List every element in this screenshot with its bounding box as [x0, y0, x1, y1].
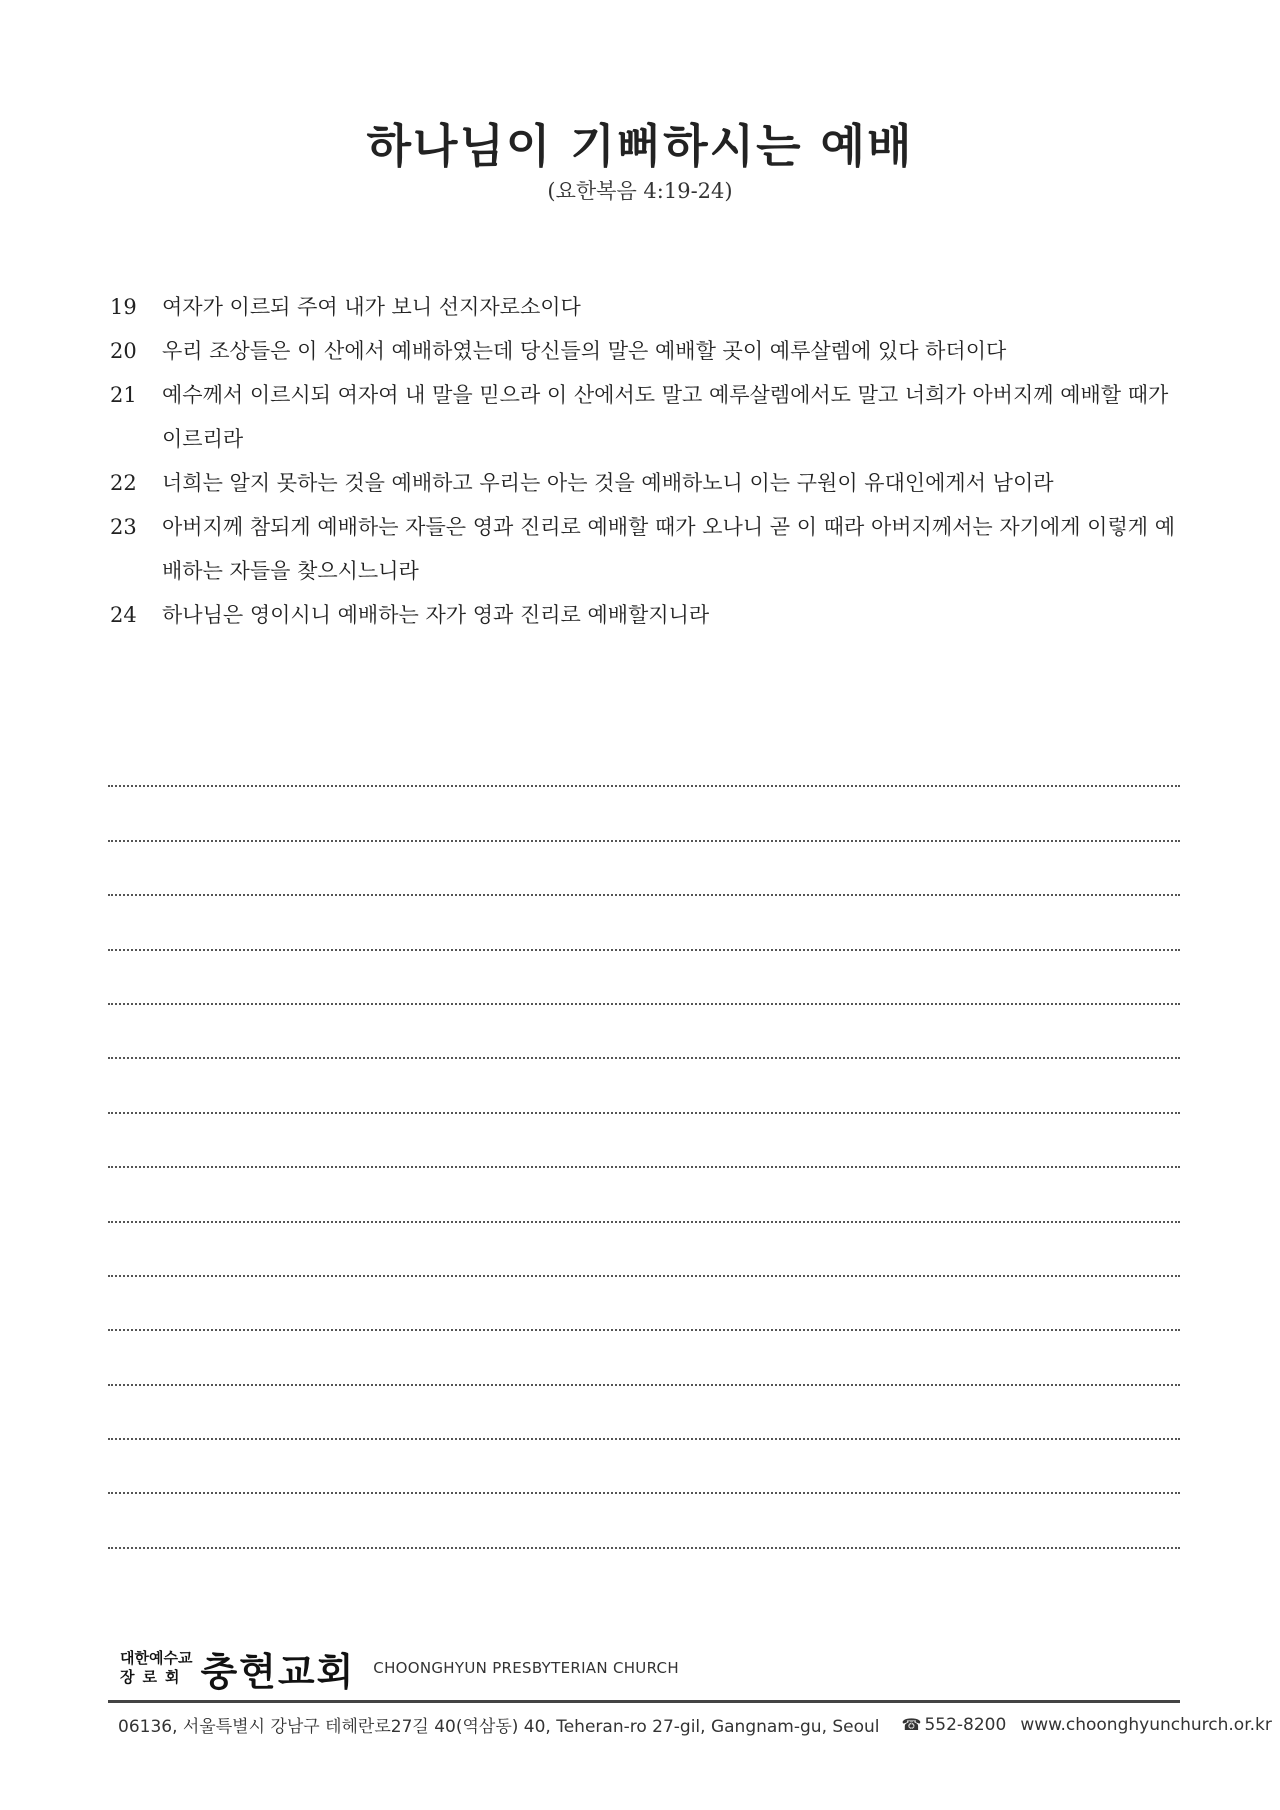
footer-divider — [108, 1700, 1180, 1703]
note-line — [108, 1223, 1180, 1277]
verse-item — [110, 505, 1190, 593]
note-line — [108, 842, 1180, 896]
verse-number: 19 — [110, 295, 137, 319]
note-line — [108, 1114, 1180, 1168]
note-line — [108, 951, 1180, 1005]
verse-text: 너희는 알지 못하는 것을 예배하고 우리는 아는 것을 예배하노니 이는 구원이 유대인에게서 남이라 — [162, 471, 1054, 495]
note-line — [108, 1277, 1180, 1331]
verse-item — [110, 329, 1190, 373]
note-line — [108, 1331, 1180, 1385]
verse-text: 여자가 이르되 주여 내가 보니 선지자로소이다 — [162, 295, 581, 319]
note-line — [108, 1494, 1180, 1548]
verse-item — [110, 461, 1190, 505]
verse-number: 21 — [110, 383, 137, 407]
note-line — [108, 787, 1180, 841]
verse-item — [110, 373, 1190, 461]
note-line — [108, 1386, 1180, 1440]
church-name-en: CHOONGHYUN PRESBYTERIAN CHURCH — [373, 1659, 679, 1677]
verse-number: 23 — [110, 515, 137, 539]
address: 06136, 서울특별시 강남구 테헤란로27길 40(역삼동) 40, Teheran-ro 27-gil, Gangnam-gu, Seoul — [118, 1717, 880, 1737]
denomination-line1: 대한예수교 — [120, 1649, 193, 1667]
phone-number: 552-8200 — [924, 1714, 1007, 1735]
verse-text: 예수께서 이르시되 여자여 내 말을 믿으라 이 산에서도 말고 예루살렘에서도 말고 너희가 아버지께 예배할 때가 이르리라 — [162, 383, 1169, 451]
verse-list — [110, 285, 1190, 637]
verse-text: 우리 조상들은 이 산에서 예배하였는데 당신들의 말은 예배할 곳이 예루살렘에 있다 하더이다 — [162, 339, 1007, 363]
denomination-line2: 장로회 — [120, 1668, 188, 1686]
verse-item — [110, 285, 1190, 329]
note-line — [108, 1168, 1180, 1222]
note-line — [108, 1440, 1180, 1494]
verse-number: 24 — [110, 603, 137, 627]
note-line — [108, 1059, 1180, 1113]
denomination-label — [120, 1649, 192, 1687]
note-line — [108, 896, 1180, 950]
footer-contact — [118, 1712, 1272, 1737]
note-line — [108, 1005, 1180, 1059]
scripture-reference: (요한복음 4:19-24) — [547, 179, 733, 203]
notes-area — [108, 733, 1180, 1549]
website-link[interactable]: www.choonghyunchurch.or.kr — [1020, 1714, 1272, 1735]
page-title: 하나님이 기뻐하시는 예배 — [366, 119, 914, 173]
verse-number: 20 — [110, 339, 137, 363]
church-name-ko: 충현교회 — [200, 1648, 356, 1694]
verse-text: 하나님은 영이시니 예배하는 자가 영과 진리로 예배할지니라 — [162, 603, 710, 627]
phone — [902, 1715, 1007, 1735]
verse-text: 아버지께 참되게 예배하는 자들은 영과 진리로 예배할 때가 오나니 곧 이 때라 아버지께서는 자기에게 이렇게 예배하는 자들을 찾으시느니라 — [162, 515, 1175, 583]
verse-number: 22 — [110, 471, 137, 495]
church-logo — [120, 1644, 679, 1692]
note-line — [108, 733, 1180, 787]
verse-item — [110, 593, 1190, 637]
telephone-icon: ☎ — [901, 1715, 922, 1734]
